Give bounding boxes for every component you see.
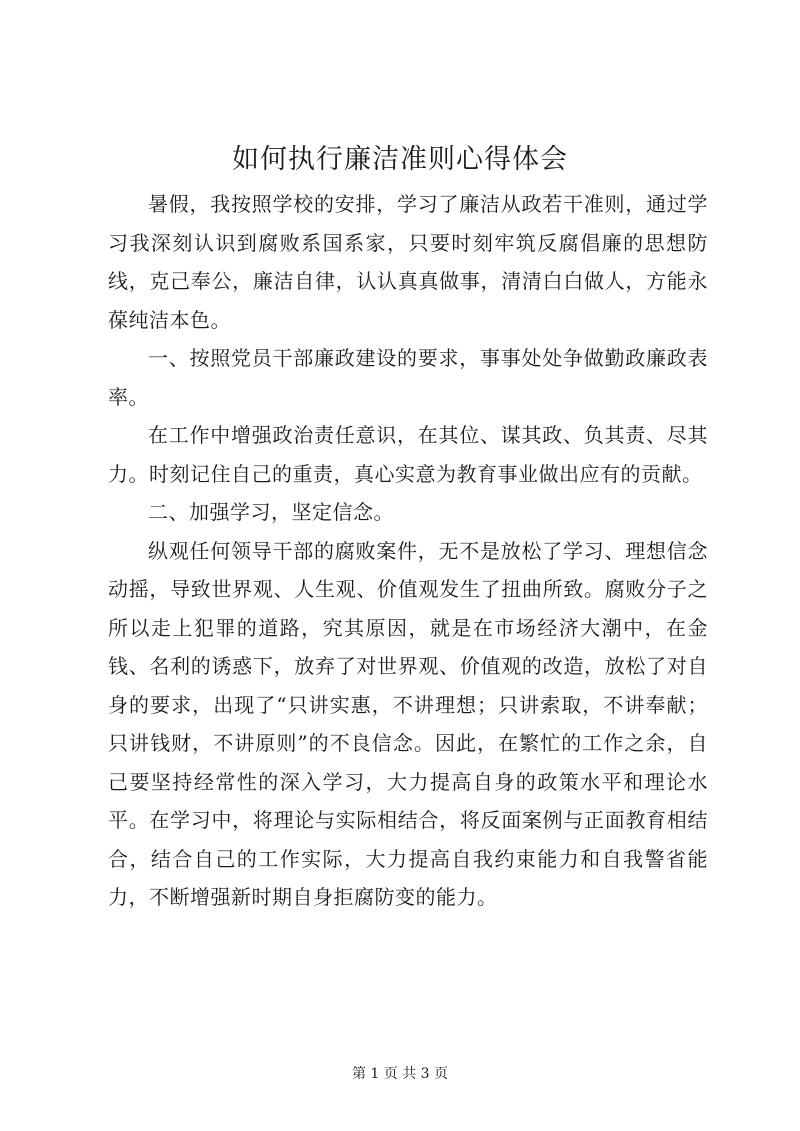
paragraph-section-1: 在工作中增强政治责任意识，在其位、谋其政、负其责、尽其力。时刻记住自己的重责，真心实意为教育事业做出应有的贡献。	[108, 423, 708, 486]
section-heading-2: 二、加强学习，坚定信念。	[148, 500, 394, 524]
paragraph-intro: 暑假，我按照学校的安排，学习了廉洁从政若干准则，通过学习我深刻认识到腐败系国系家，只要时刻牢筑反腐倡廉的思想防线，克己奉公，廉洁自律，认认真真做事，清清白白做人，方能永葆纯洁本色。	[108, 192, 708, 332]
page-title: 如何执行廉洁准则心得体会	[232, 144, 568, 175]
section-heading-1: 一、按照党员干部廉政建设的要求，事事处处争做勤政廉政表率。	[108, 346, 708, 409]
paragraph-section-2: 纵观任何领导干部的腐败案件，无不是放松了学习、理想信念动摇，导致世界观、人生观、价值观发生了扭曲所致。腐败分子之所以走上犯罪的道路，究其原因，就是在市场经济大潮中，在金钱、名利的诱惑下，放弃了对世界观、价值观的改造，放松了对自身的要求，出现了“只讲实惠，不讲理想；只讲索取，不讲奉献；只讲钱财，不讲原则”的不良信念。因此，在繁忙的工作之余，自己要坚持经常性的深入学习，大力提高自身的政策水平和理论水平。在学习中，将理论与实际相结合，将反面案例与正面教育相结合，结合自己的工作实际，大力提高自我约束能力和自我警省能力，不断增强新时期自身拒腐防变的能力。	[108, 538, 708, 909]
page-number-footer: 第 1 页 共 3 页	[351, 1066, 449, 1082]
document-body	[108, 185, 708, 917]
